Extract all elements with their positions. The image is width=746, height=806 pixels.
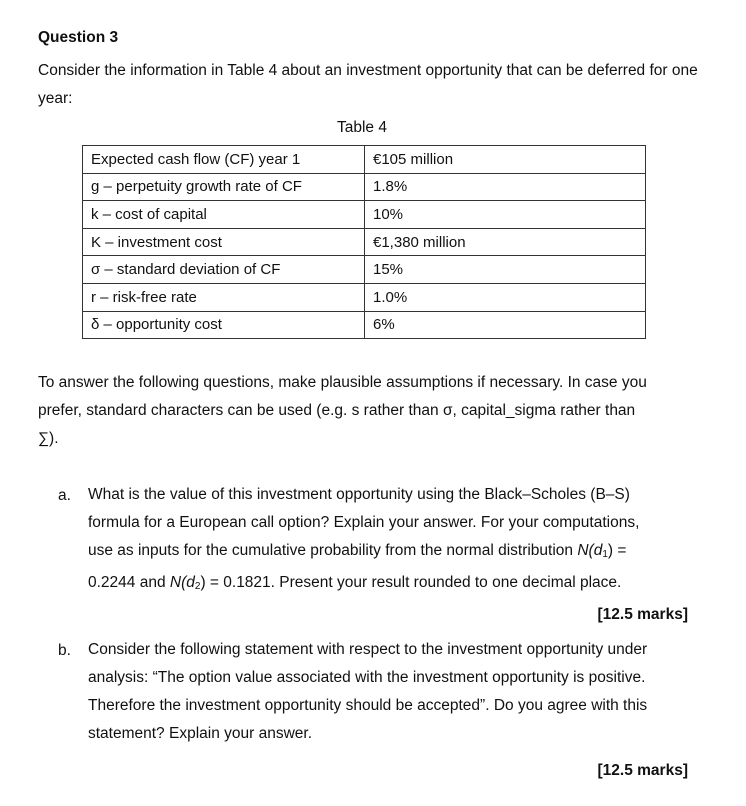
part-b-line-1: Consider the following statement with respect to the investment opportunity under <box>88 641 648 658</box>
parameter-label: k – cost of capital <box>83 201 365 229</box>
parameter-label: δ – opportunity cost <box>83 311 365 339</box>
instructions-line-2: prefer, standard characters can be used (e.g. s rather than σ, capital_sigma rather than <box>38 402 636 419</box>
parameters-table <box>82 145 646 339</box>
table-row <box>83 311 646 339</box>
parameter-value: 1.8% <box>365 173 646 201</box>
instructions-line-3: ∑). <box>38 430 59 447</box>
part-a-line-2: formula for a European call option? Explain your answer. For your computations, <box>88 514 640 531</box>
table-caption: Table 4 <box>337 119 387 136</box>
parameter-label: Expected cash flow (CF) year 1 <box>83 146 365 174</box>
parameter-label: K – investment cost <box>83 228 365 256</box>
parameter-value: 10% <box>365 201 646 229</box>
parameter-label: r – risk-free rate <box>83 283 365 311</box>
table-row <box>83 173 646 201</box>
question-intro: Consider the information in Table 4 about an investment opportunity that can be deferred for one year: <box>38 62 698 107</box>
part-b-line-3: Therefore the investment opportunity should be accepted”. Do you agree with this <box>88 697 648 714</box>
part-a-text <box>88 481 688 601</box>
parameter-value: 1.0% <box>365 283 646 311</box>
part-a-line-4: 0.2244 and $N(d_2) = 0.1821$. Present your result rounded to one decimal place. <box>88 574 622 592</box>
parameter-value: 6% <box>365 311 646 339</box>
part-b-line-2: analysis: “The option value associated with the investment opportunity is positive. <box>88 669 646 686</box>
parameter-label: σ – standard deviation of CF <box>83 256 365 284</box>
parameter-value: 15% <box>365 256 646 284</box>
parameter-label: g – perpetuity growth rate of CF <box>83 173 365 201</box>
part-b-letter: b. <box>58 642 71 659</box>
instructions-line-1: To answer the following questions, make plausible assumptions if necessary. In case you <box>38 374 647 391</box>
parameter-value: €1,380 million <box>365 228 646 256</box>
question-title: Question 3 <box>38 29 119 46</box>
part-b-line-4: statement? Explain your answer. <box>88 725 313 742</box>
parameter-value: €105 million <box>365 146 646 174</box>
table-row <box>83 228 646 256</box>
part-a-line-1: What is the value of this investment opportunity using the Black–Scholes (B–S) <box>88 486 630 503</box>
part-a-letter: a. <box>58 487 71 504</box>
part-b-marks: [12.5 marks] <box>597 762 688 779</box>
table-row <box>83 256 646 284</box>
table-row <box>83 283 646 311</box>
part-b-text <box>88 636 688 748</box>
instructions <box>38 369 698 453</box>
table-row <box>83 201 646 229</box>
table-row <box>83 146 646 174</box>
part-a-marks: [12.5 marks] <box>597 606 688 623</box>
part-a-line-3: use as inputs for the cumulative probability from the normal distribution $N(d_1)$ = <box>88 542 627 560</box>
